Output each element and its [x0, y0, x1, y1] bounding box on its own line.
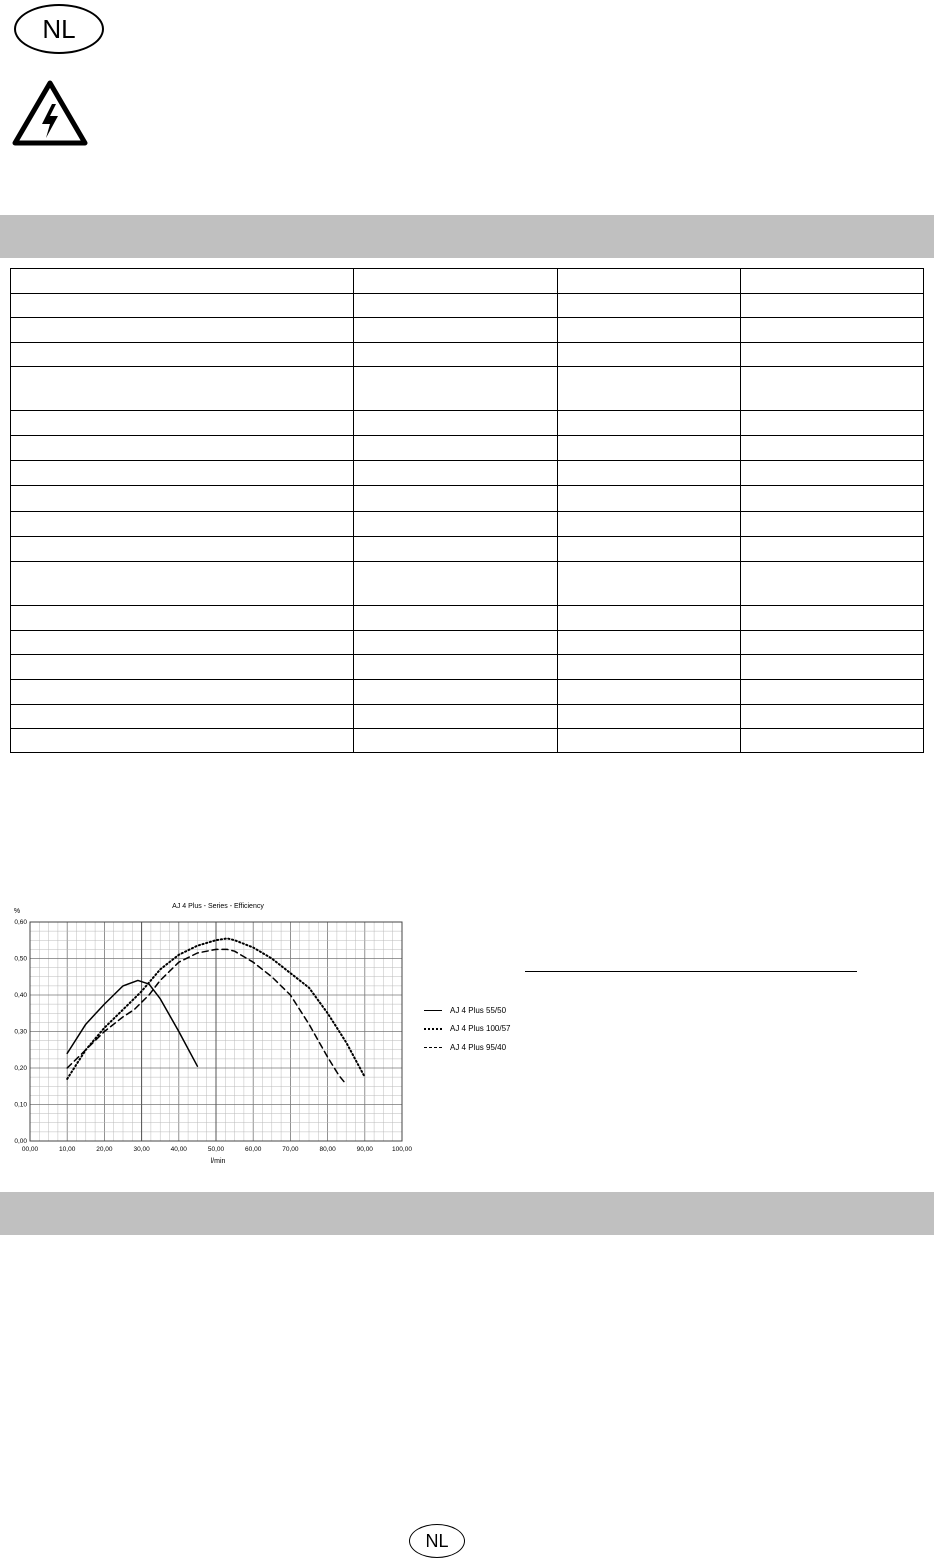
- language-badge: NL: [14, 4, 104, 54]
- table-cell: [741, 655, 924, 680]
- table-cell: [741, 318, 924, 343]
- legend-label: AJ 4 Plus 55/50: [450, 1006, 507, 1015]
- table-cell: [558, 562, 741, 606]
- x-tick-label: 90,00: [356, 1146, 373, 1153]
- table-cell: [558, 486, 741, 512]
- table-cell: [354, 729, 558, 753]
- table-cell: [11, 562, 354, 606]
- table-cell: [741, 486, 924, 512]
- table-row: [11, 318, 924, 343]
- table-cell: [354, 318, 558, 343]
- table-cell: [741, 436, 924, 461]
- legend-line-solid: [424, 1010, 442, 1011]
- y-tick-label: 0,10: [14, 1101, 27, 1109]
- table-cell: [558, 680, 741, 705]
- table-cell: [354, 705, 558, 729]
- table-cell: [741, 294, 924, 318]
- section-header-bar: [0, 215, 934, 258]
- table-row: [11, 562, 924, 606]
- legend-label: AJ 4 Plus 100/57: [450, 1024, 511, 1033]
- table-cell: [741, 269, 924, 294]
- specification-table: [10, 268, 924, 753]
- table-cell: [354, 537, 558, 562]
- table-cell: [741, 367, 924, 411]
- chart-axes: [14, 919, 412, 1153]
- table-row: [11, 512, 924, 537]
- table-cell: [11, 367, 354, 411]
- horizontal-rule: [525, 971, 857, 972]
- table-cell: [558, 318, 741, 343]
- table-row: [11, 631, 924, 655]
- table-cell: [354, 562, 558, 606]
- y-tick-label: 0,00: [14, 1138, 27, 1145]
- table-cell: [741, 411, 924, 436]
- table-cell: [354, 606, 558, 631]
- y-tick-label: 0,50: [14, 955, 27, 963]
- table-row: [11, 680, 924, 705]
- table-cell: [354, 343, 558, 367]
- table-cell: [354, 367, 558, 411]
- table-cell: [741, 562, 924, 606]
- table-row: [11, 436, 924, 461]
- chart-xlabel: l/min: [210, 1158, 226, 1165]
- table-row: [11, 294, 924, 318]
- language-badge-footer: NL: [409, 1524, 465, 1558]
- table-cell: [11, 318, 354, 343]
- x-tick-label: 70,00: [282, 1146, 299, 1153]
- legend-item: [424, 1024, 510, 1033]
- table-cell: [741, 343, 924, 367]
- table-cell: [558, 729, 741, 753]
- chart-ylabel: %: [13, 908, 21, 915]
- x-tick-label: 80,00: [319, 1146, 336, 1153]
- table-cell: [741, 461, 924, 486]
- table-cell: [558, 512, 741, 537]
- table-cell: [354, 294, 558, 318]
- table-cell: [558, 343, 741, 367]
- table-cell: [11, 512, 354, 537]
- table-cell: [741, 631, 924, 655]
- table-cell: [11, 631, 354, 655]
- legend-item: [424, 1006, 506, 1015]
- table-cell: [11, 606, 354, 631]
- table-row: [11, 537, 924, 562]
- table-cell: [11, 729, 354, 753]
- efficiency-chart: [0, 895, 440, 1185]
- table-cell: [558, 655, 741, 680]
- table-cell: [11, 461, 354, 486]
- table-cell: [558, 294, 741, 318]
- y-tick-label: 0,30: [14, 1028, 27, 1036]
- table-cell: [741, 729, 924, 753]
- table-cell: [11, 705, 354, 729]
- x-tick-label: 30,00: [133, 1146, 150, 1153]
- table-cell: [558, 705, 741, 729]
- table-row: [11, 343, 924, 367]
- x-tick-label: 20,00: [96, 1146, 113, 1153]
- table-cell: [558, 631, 741, 655]
- legend-line-dashed: [424, 1047, 442, 1048]
- y-tick-label: 0,60: [14, 919, 27, 926]
- table-row: [11, 367, 924, 411]
- table-cell: [11, 680, 354, 705]
- table-cell: [741, 680, 924, 705]
- table-cell: [354, 411, 558, 436]
- x-tick-label: 100,00: [392, 1146, 412, 1153]
- table-cell: [558, 606, 741, 631]
- table-cell: [558, 436, 741, 461]
- table-cell: [354, 486, 558, 512]
- table-row: [11, 606, 924, 631]
- section-header-bar: [0, 1192, 934, 1235]
- table-cell: [558, 461, 741, 486]
- table-cell: [741, 705, 924, 729]
- table-row: [11, 411, 924, 436]
- table-cell: [558, 269, 741, 294]
- table-row: [11, 461, 924, 486]
- y-tick-label: 0,20: [14, 1065, 27, 1072]
- x-tick-label: 10,00: [59, 1146, 76, 1153]
- chart-title: AJ 4 Plus - Series - Efficiency: [172, 903, 264, 910]
- table-cell: [558, 411, 741, 436]
- table-cell: [11, 486, 354, 512]
- table-cell: [11, 655, 354, 680]
- y-tick-label: 0,40: [14, 992, 27, 999]
- table-cell: [354, 436, 558, 461]
- table-cell: [558, 367, 741, 411]
- table-cell: [558, 537, 741, 562]
- table-row: [11, 269, 924, 294]
- table-cell: [741, 537, 924, 562]
- table-row: [11, 729, 924, 753]
- legend-line-dotted: [424, 1028, 442, 1030]
- x-tick-label: 60,00: [245, 1146, 262, 1153]
- table-cell: [11, 294, 354, 318]
- table-row: [11, 705, 924, 729]
- table-cell: [11, 269, 354, 294]
- underline-mark: [200, 511, 217, 512]
- chart-grid: [30, 922, 402, 1141]
- table-row: [11, 655, 924, 680]
- x-tick-label: 50,00: [207, 1146, 225, 1153]
- table-cell: [354, 680, 558, 705]
- table-cell: [354, 655, 558, 680]
- legend-item: [424, 1043, 506, 1052]
- table-cell: [354, 461, 558, 486]
- table-cell: [11, 343, 354, 367]
- table-cell: [354, 512, 558, 537]
- table-cell: [741, 606, 924, 631]
- table-cell: [11, 411, 354, 436]
- table-cell: [11, 537, 354, 562]
- table-cell: [354, 269, 558, 294]
- table-cell: [354, 631, 558, 655]
- x-tick-label: 40,00: [170, 1146, 187, 1153]
- electric-warning-icon: [12, 80, 88, 146]
- table-row: [11, 486, 924, 512]
- x-tick-label: 00,00: [21, 1146, 39, 1153]
- table-cell: [11, 436, 354, 461]
- table-cell: [741, 512, 924, 537]
- legend-label: AJ 4 Plus 95/40: [450, 1043, 507, 1052]
